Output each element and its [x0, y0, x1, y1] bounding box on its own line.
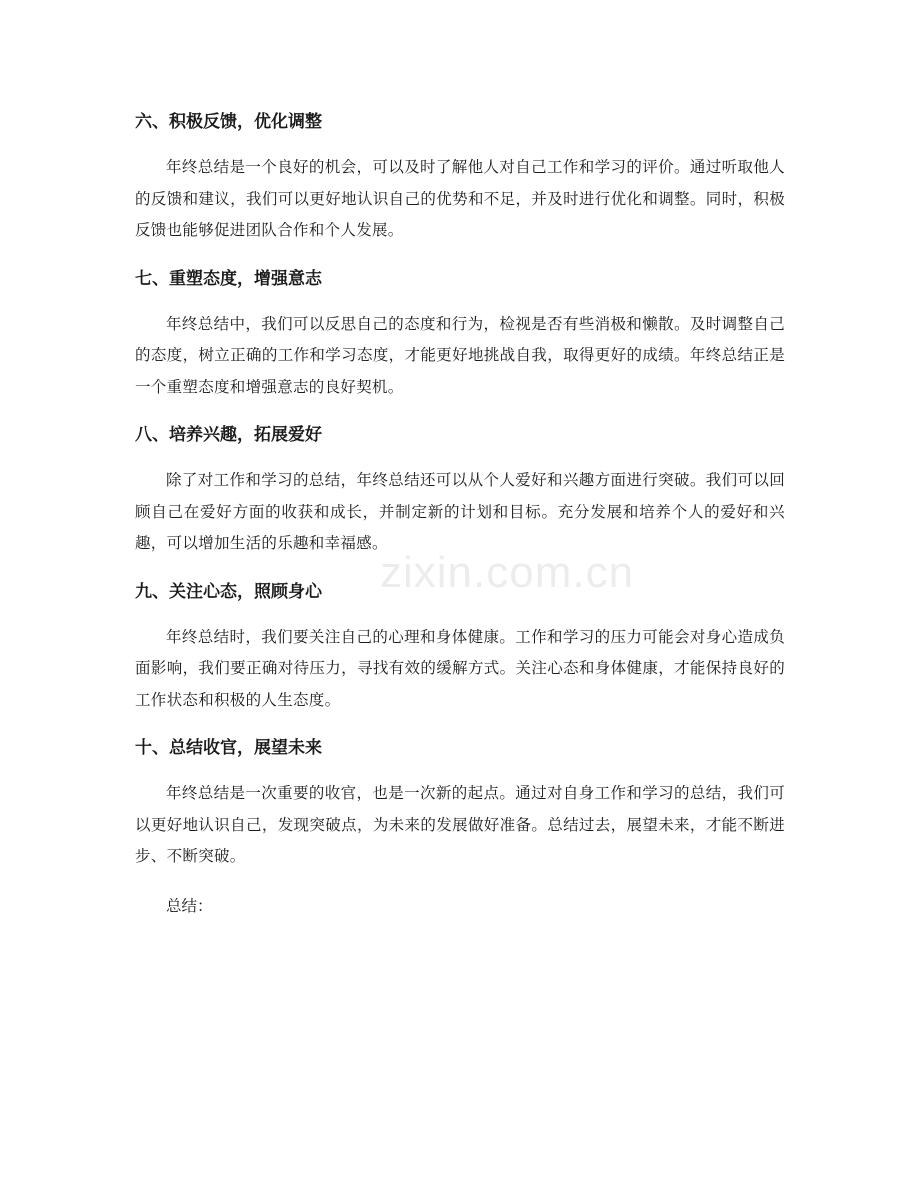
section-heading: 九、关注心态，照顾身心	[135, 581, 322, 602]
section-heading: 八、培养兴趣，拓展爱好	[135, 425, 322, 445]
section-heading: 六、积极反馈，优化调整	[135, 112, 322, 132]
section-9	[135, 578, 785, 717]
section-paragraph: 年终总结时，我们要关注自己的心理和身体健康。工作和学习的压力可能会对身心造成负面影响，我们要正确对待压力，寻找有效的缓解方式。关注心态和身体健康，才能保持良好的工作状态和积极的人生态度。	[135, 627, 785, 709]
section-paragraph: 年终总结是一次重要的收官，也是一次新的起点。通过对自身工作和学习的总结，我们可以更好地认识自己，发现突破点，为未来的发展做好准备。总结过去，展望未来，才能不断进步、不断突破。	[135, 784, 785, 865]
section-8	[135, 421, 785, 560]
document-content	[135, 108, 785, 922]
section-paragraph: 年终总结中，我们可以反思自己的态度和行为，检视是否有些消极和懒散。及时调整自己的态度，树立正确的工作和学习态度，才能更好地挑战自我，取得更好的成绩。年终总结正是一个重塑态度和增强意志的良好契机。	[135, 314, 785, 396]
section-paragraph: 年终总结是一个良好的机会，可以及时了解他人对自己工作和学习的评价。通过听取他人的反馈和建议，我们可以更好地认识自己的优势和不足，并及时进行优化和调整。同时，积极反馈也能够促进团队合作和个人发展。	[135, 158, 785, 239]
section-heading: 七、重塑态度，增强意志	[135, 268, 322, 289]
section-7	[135, 265, 785, 404]
section-6	[135, 108, 785, 247]
section-paragraph: 除了对工作和学习的总结，年终总结还可以从个人爱好和兴趣方面进行突破。我们可以回顾自己在爱好方面的收获和成长，并制定新的计划和目标。充分发展和培养个人的爱好和兴趣，可以增加生活的乐趣和幸福感。	[135, 471, 785, 552]
section-10	[135, 734, 785, 873]
watermark-text: zixin.com.cn	[380, 548, 635, 597]
section-heading: 十、总结收官，展望未来	[135, 738, 322, 758]
summary-label: 总结：	[166, 896, 213, 915]
